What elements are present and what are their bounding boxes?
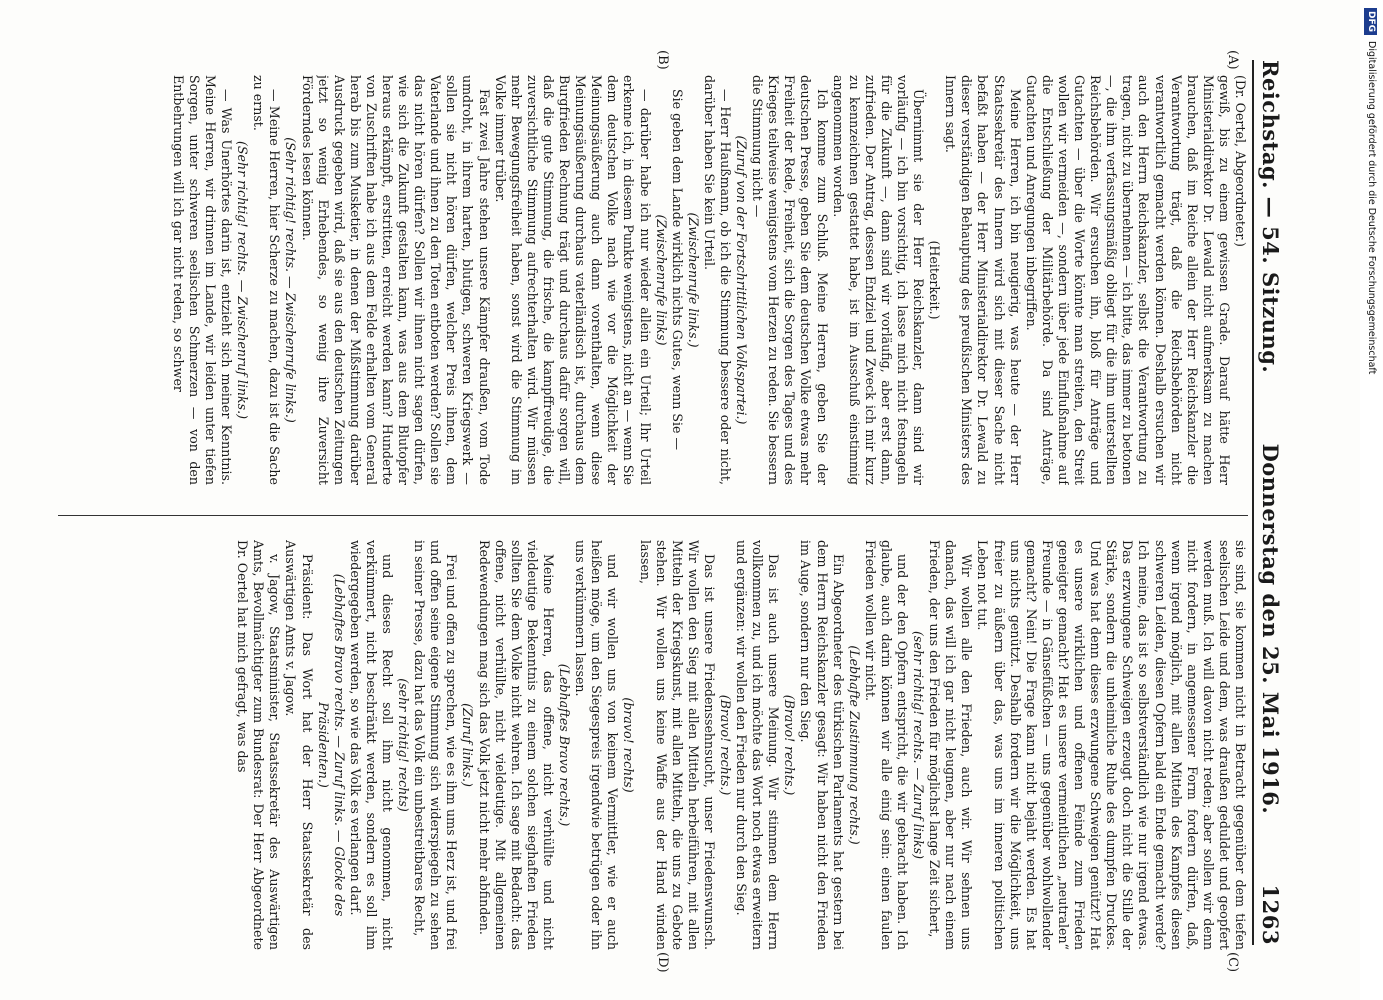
interjection: (Zuruf links.) bbox=[460, 703, 476, 787]
interjection: (sehr richtig! rechts. — Zuruf links) bbox=[911, 631, 927, 859]
paragraph: Meine Herren, ich bin neugierig, was heute — der Herr Staatssekretär des Innern wird sich mit dieser Sache nicht befaßt haben — der Herr Ministerialdirektor Dr. Lewald zu dieser verständigen Behauptung des preußischen Ministers des Innern sagt. bbox=[943, 75, 1023, 485]
column-rule bbox=[58, 515, 1248, 516]
session-date: Donnerstag den 25. Mai 1916. bbox=[1258, 443, 1283, 815]
running-title: Reichstag. — 54. Sitzung. bbox=[1258, 60, 1283, 374]
interjection: (Sehr richtig! rechts. — Zwischenruf links.) bbox=[235, 140, 251, 420]
paragraph: und wir wollen uns von keinem Vermittler, wie er auch heißen möge, um den Siegespreis irgendwie betrügen oder ihn uns verkümmern lassen. bbox=[573, 540, 621, 950]
interjection: (Lebhafte Zustimmung rechts.) bbox=[846, 645, 862, 845]
paragraph: und dieses Recht soll ihm nicht genommen, nicht verkümmert, nicht beschränkt werden, sondern es soll ihm wiedergegeben werden, so wie das Volk es verlangen darf. bbox=[347, 540, 396, 950]
interjection: (Zuruf von der Fortschrittlichen Volkspartei.) bbox=[734, 135, 750, 425]
paragraph: (Heiterkeit.) bbox=[927, 240, 943, 320]
paragraph: Übernimmt sie der Herr Reichskanzler, dann sind wir vorläufig — ich bin vorsichtig, ich lasse mich nicht festnageln für die Zukunft —, dann sind wir vorläufig, aber erst dann, zufrieden. Der Antrag, dessen Endziel und Zweck ich mir kurz zu kennzeichnen gestattet habe, ist im Ausschuß einstimmig angenommen worden. bbox=[830, 75, 927, 485]
interjection: (Zwischenrufe links.) bbox=[685, 212, 701, 348]
section-marker-d: (D) bbox=[655, 952, 670, 973]
paragraph: Das ist auch unsere Meinung. Wir stimmen dem Herrn vollkommen zu, und ich möchte das Wort noch etwas erweitern und ergänzen: wir wollen den Frieden nur durch den Sieg. bbox=[734, 540, 782, 950]
paragraph: Fast zwei Jahre stehen unsere Kämpfer draußen, vom Tode umdroht, in ihrem harten, blutigen, schweren Kriegswerk — sollen sie nicht hören dürfen, welcher Preis ihnen, dem Vaterlande und ihnen zu den Toten entboten werden? Sollen sie das nicht hören dürfen? Sollen wir ihnen nicht sagen dürfen, wie sich die Zukunft gestalten kann, was aus dem Blutopfer heraus erkämpft, erstritten, erreicht werden kann? Hunderte von Zuschriften habe ich aus dem Felde erhalten vom General herab bis zum Musketier, in denen der Mißstimmung darüber Ausdruck gegeben wird, daß sie aus den deutschen Zeitungen jetzt so wenig Erhebendes, so wenig ihre Zuversicht Förderndes lesen können. bbox=[299, 75, 492, 485]
paragraph: (Dr. Oertel, Abgeordneter.) bbox=[1233, 75, 1248, 247]
paragraph: — Herr Haußmann, ob ich die Stimmung bessere oder nicht, darüber haben Sie kein Urteil. bbox=[701, 75, 733, 485]
paragraph: sie sind, sie kommen nicht in Betracht gegenüber dem tiefen seelischen Leide und dem, was draußen geduldet und geopfert werden muß. Ich will davon nicht reden; aber sollen wir denn nicht fordern, in angemessener Form fordern dürfen, daß, wenn irgend möglich, mit allen Mitteln des Kampfes diesen schweren Leiden, diesen Opfern bald ein Ende gemacht werde? Ich meine, das ist so selbstverständlich wie nur irgend etwas. Das erzwungene Schweigen erzeugt doch nicht die Stille der Stärke, sondern die unheimliche Ruhe des dumpfen Druckes. Und was hat denn dieses erzwungene Schweigen genützt? Hat es unsere wirklichen und offenen Feinde zum Frieden geneigter gemacht? Hat es unsere vermeintlichen „neutralen“ Freunde — in Gänsefüßchen — uns gegenüber wohlwollender gemacht? Nein! Die Frage kann nicht bejaht werden. Es hat uns nichts genützt. Deshalb fordern wir die Möglichkeit, uns freier zu äußern über das, was uns im inneren politischen Leben not tut. bbox=[975, 540, 1248, 950]
digitization-credit-text: Digitalisierung gefördert durch die Deutsche Forschungsgemeinschaft bbox=[1366, 41, 1377, 375]
interjection: (sehr richtig! rechts) bbox=[396, 678, 412, 812]
interjection: (Bravo! rechts.) bbox=[718, 694, 733, 796]
paragraph: Sie geben dem Lande wirklich nichts Gutes, wenn Sie — bbox=[669, 89, 685, 451]
paragraph: — Meine Herren, hier Scherze zu machen, dazu ist die Sache zu ernst. bbox=[251, 75, 283, 485]
section-marker-c: (C) bbox=[1225, 952, 1240, 973]
interjection: (Sehr richtig! rechts. — Zwischenrufe links.) bbox=[283, 137, 299, 423]
interjection: (Zwischenrufe links) bbox=[653, 214, 669, 346]
paragraph: gewiß, bis zu einem gewissen Grade. Darauf hätte Herr Ministerialdirektor Dr. Lewald nicht aufmerksam zu machen brauchen, daß im Reiche allein der Herr Reichskanzler die Verantwortung trägt, daß die Reichsbehörden nicht verantwortlich gemacht werden können. Deshalb ersuchen wir auch den Herrn Reichskanzler, selbst die Verantwortung zu tragen, nicht zu übernehmen — ich bitte, das immer zu betonen —, die ihm verfassungsmäßig obliegt für die ihm unterstellten Reichsbehörden. Wir ersuchen ihn, bloß für Anträge und Gutachten — über die Worte könnte man streiten, den Streit wollen wir vermeiden —, sondern über jede Einflußnahme auf die Entschließung der Militärbehörde. Da sind Anträge, Gutachten und Anregungen inbegriffen. bbox=[1023, 75, 1232, 485]
interjection: (Lebhaftes Bravo rechts.) bbox=[557, 663, 573, 827]
paragraph: und der den Opfern entspricht, die wir gebracht haben. Ich glaube, auch darin können wir alle einig sein: einen faulen Frieden wollen wir nicht. bbox=[862, 540, 911, 950]
page-header bbox=[1252, 60, 1298, 945]
paragraph: Das ist unsere Friedenssehnsucht, unser Friedenswunsch. Wir wollen den Sieg mit allen Mitteln herbeiführen, mit allen Mitteln der Kriegskunst, mit allen Mitteln, die uns zu Gebote stehen. Wir wollen uns keine Waffe aus der Hand winden lassen, bbox=[637, 540, 717, 950]
right-column bbox=[53, 540, 1248, 950]
paragraph: Frei und offen zu sprechen, wie es ihm ums Herz ist, und frei und offen seine eigene Stimmung sich widerspiegeln zu sehen in seiner Presse, dazu hat das Volk ein unbestreitbares Recht, bbox=[412, 540, 460, 950]
left-column bbox=[53, 75, 1248, 485]
paragraph: Ein Abgeordneter des türkischen Parlaments hat gestern bei dem Herrn Reichskanzler gesagt: Wir haben nicht den Frieden im Auge, sondern nur den Sieg. bbox=[798, 540, 846, 950]
paragraph: Ich komme zum Schluß. Meine Herren, geben Sie der deutschen Presse, geben Sie dem deutschen Volke etwas mehr Freiheit der Rede, Freiheit, sich die Sorgen des Tages und des Krieges teilweise wenigstens vom Herzen zu reden. Sie bessern die Stimmung nicht — bbox=[750, 75, 830, 485]
dfg-logo: DFG bbox=[1365, 8, 1378, 35]
interjection: (Lebhaftes Bravo rechts. — Zuruf links. — Glocke des Präsidenten.) bbox=[315, 573, 347, 917]
interjection: (Bravo! rechts.) bbox=[782, 694, 798, 796]
paragraph: Wir wollen alle den Frieden, auch wir. Wir sehnen uns danach, das will ich gar nicht leugnen, aber nur nach einem Frieden, der uns den Frieden für möglichst lange Zeit sichert, bbox=[927, 540, 975, 950]
section-marker-a: (A) bbox=[1225, 50, 1240, 70]
digitization-credit bbox=[1363, 8, 1379, 998]
paragraph: — darüber habe ich nur wieder allein ein Urteil; Ihr Urteil erkenne ich, in diesem Punkte wenigstens, nicht an — wenn Sie dem deutschen Volke nach wie vor die Möglichkeit der Meinungsäußerung auch dann vorenthalten, wenn diese Meinungsäußerung durchaus vaterländisch ist, durchaus dem Burgfrieden Rechnung trägt und durchaus dafür sorgen will, daß die gute Stimmung, die frische, die kampffreudige, die zuversichtliche Stimmung aufrechterhalten wird. Wir müssen mehr Bewegungsfreiheit haben, sonst wird die Stimmung im Volke immer trüber. bbox=[492, 75, 653, 485]
paragraph: v. Jagow, Staatsminister, Staatssekretär des Auswärtigen Amts, Bevollmächtigter zum Bundesrat: Der Herr Abgeordnete Dr. Oertel hat mich gefragt, was das bbox=[235, 540, 283, 950]
section-marker-b: (B) bbox=[655, 50, 670, 70]
paragraph: — Was Unerhörtes darin ist, entzieht sich meiner Kenntnis. Meine Herren, wir drinnen im Lande, wir leiden unter tiefen Sorgen, unter schweren seelischen Schmerzen — von den Entbehrungen will ich gar nicht reden, so schwer bbox=[170, 75, 235, 485]
paragraph: Präsident: Das Wort hat der Herr Staatssekretär des Auswärtigen Amts v. Jagow. bbox=[283, 540, 315, 950]
interjection: (bravo! rechts) bbox=[621, 697, 637, 793]
paragraph: Meine Herren, das offene, nicht verhüllte und nicht vieldeutige Bekenntnis zu einem solchen sieghaften Frieden sollten Sie dem Volke nicht wehren. Ich sage mit Bedacht: das offene, nicht verhüllte, nicht vieldeutige. Mit allgemeinen Redewendungen mag sich das Volk jetzt nicht mehr abfinden. bbox=[476, 540, 556, 950]
page-number: 1263 bbox=[1258, 884, 1283, 945]
